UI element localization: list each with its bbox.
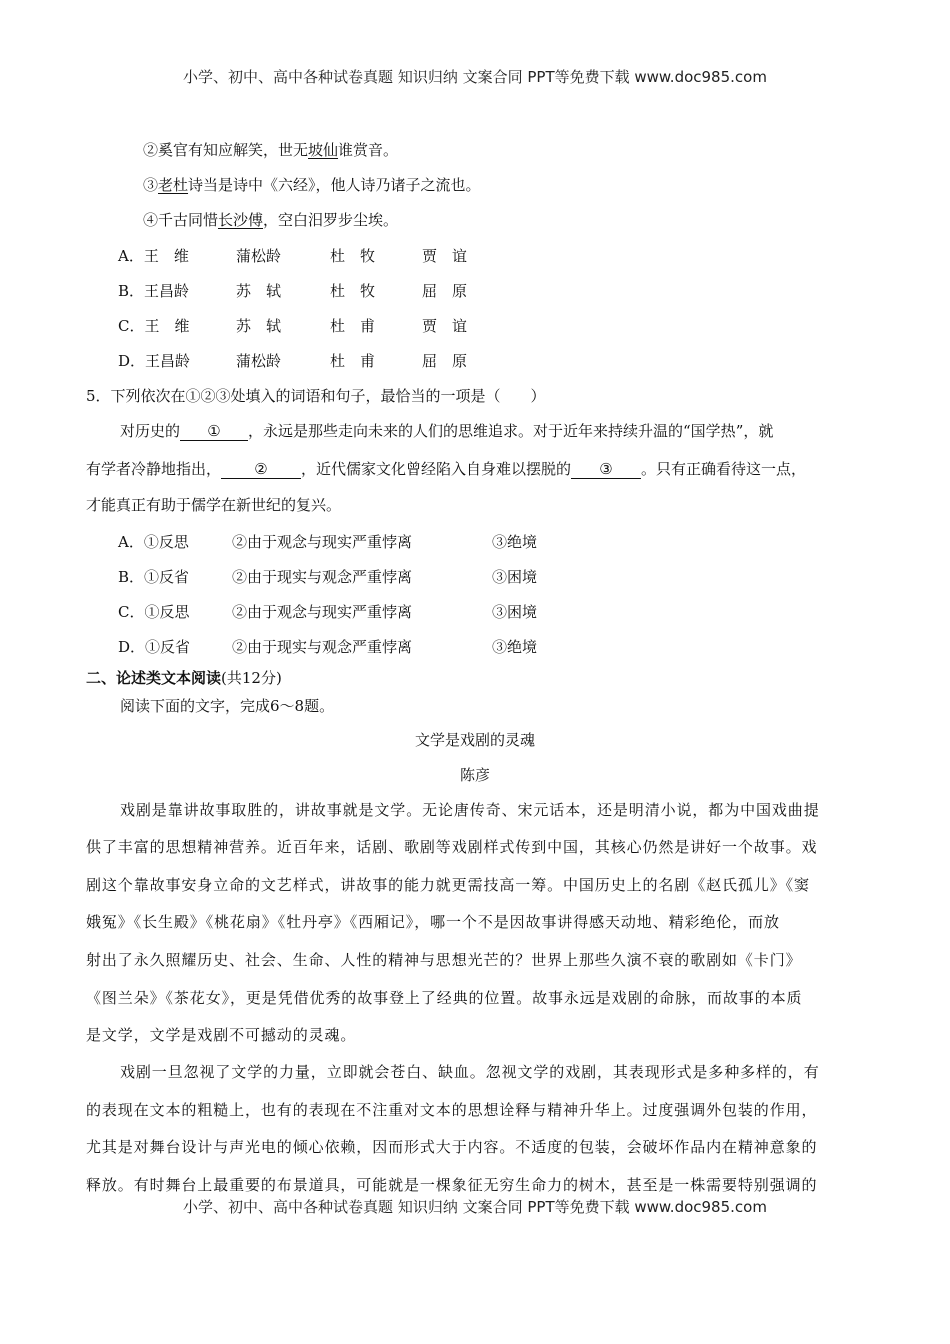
q4-option-b[interactable]	[0, 280, 950, 300]
option-col: ②由于现实与观念严重悖离	[232, 568, 413, 586]
option-col: 贾 谊	[422, 317, 468, 335]
option-label: D．①反省	[118, 638, 191, 656]
q5-option-d[interactable]	[0, 636, 950, 656]
option-col: 杜 甫	[330, 317, 376, 335]
option-col: ③绝境	[492, 638, 538, 656]
option-col: ②由于观念与现实严重悖离	[232, 533, 413, 551]
option-col: 贾 谊	[422, 247, 468, 265]
option-col: 蒲松龄	[236, 247, 282, 265]
option-col: 苏 轼	[236, 282, 282, 300]
q5-stem: 5．下列依次在①②③处填入的词语和句子，最恰当的一项是（ ）	[86, 387, 546, 405]
passage-text: ，近代儒家文化曾经陷入自身难以摆脱的	[301, 460, 572, 478]
quote-line-3	[143, 174, 481, 195]
section-title: 二、论述类文本阅读	[86, 669, 222, 687]
quote-line-4	[143, 209, 398, 230]
passage-text: 。只有正确看待这一点，	[641, 460, 807, 478]
option-label: B．①反省	[118, 568, 190, 586]
quote-text: ②奚官有知应解笑，世无	[143, 141, 309, 159]
quote-underlined: 老杜	[158, 176, 189, 194]
q5-passage-line-1	[120, 420, 773, 441]
section-heading	[86, 667, 282, 688]
option-col: 屈 原	[422, 352, 468, 370]
article-line: 戏剧是靠讲故事取胜的，讲故事就是文学。无论唐传奇、宋元话本，还是明清小说，都为中国戏曲提	[120, 801, 820, 819]
option-col: ②由于现实与观念严重悖离	[232, 638, 413, 656]
passage-text: ，永远是那些走向未来的人们的思维追求。对于近年来持续升温的“国学热”，就	[248, 422, 774, 440]
article-line: 剧这个靠故事安身立命的文艺样式，讲故事的能力就更需技高一筹。中国历史上的名剧《赵氏孤儿》《窦	[86, 876, 810, 894]
article-title: 文学是戏剧的灵魂	[414, 731, 535, 749]
article-line: 射出了永久照耀历史、社会、生命、人性的精神与思想光芒的？世界上那些久演不衰的歌剧如《卡门》	[86, 951, 802, 969]
q4-option-c[interactable]	[0, 315, 950, 335]
article-line: 供了丰富的思想精神营养。近百年来，话剧、歌剧等戏剧样式传到中国，其核心仍然是讲好一个故事。戏	[86, 838, 818, 856]
article-line: 《图兰朵》《茶花女》，更是凭借优秀的故事登上了经典的位置。故事永远是戏剧的命脉，而故事的本质	[86, 989, 803, 1007]
option-col: ③困境	[492, 603, 538, 621]
option-label: B．王昌龄	[118, 282, 190, 300]
option-col: 苏 轼	[236, 317, 282, 335]
passage-text: 有学者冷静地指出，	[86, 460, 222, 478]
q5-option-a[interactable]	[0, 531, 950, 551]
blank-1[interactable]: ①	[180, 423, 248, 441]
page-footer: 小学、初中、高中各种试卷真题 知识归纳 文案合同 PPT等免费下载 www.doc985.com	[183, 1198, 767, 1216]
article-line: 娥冤》《长生殿》《桃花扇》《牡丹亭》《西厢记》，哪一个不是因故事讲得感天动地、精彩绝伦，而放	[86, 913, 780, 931]
option-col: ③困境	[492, 568, 538, 586]
option-label: A．①反思	[118, 533, 189, 551]
quote-text: ④千古同惜	[143, 211, 219, 229]
option-col: 杜 牧	[330, 247, 376, 265]
page-header: 小学、初中、高中各种试卷真题 知识归纳 文案合同 PPT等免费下载 www.doc985.com	[183, 68, 767, 86]
option-label: D．王昌龄	[118, 352, 191, 370]
section-points: (共12分)	[221, 669, 282, 687]
quote-underlined: 长沙傅	[218, 211, 264, 229]
quote-line-2	[143, 139, 398, 160]
quote-text: 诗当是诗中《六经》，他人诗乃诸子之流也。	[188, 176, 481, 194]
option-col: 蒲松龄	[236, 352, 282, 370]
article-line: 的表现在文本的粗糙上，也有的表现在不注重对文本的思想诠释与精神升华上。过度强调外包装的作用，	[86, 1101, 818, 1119]
article-line: 是文学，文学是戏剧不可撼动的灵魂。	[86, 1026, 357, 1044]
q5-option-c[interactable]	[0, 601, 950, 621]
article-line: 戏剧一旦忽视了文学的力量，立即就会苍白、缺血。忽视文学的戏剧，其表现形式是多种多样的，有	[120, 1063, 820, 1081]
q5-passage-line-2	[86, 458, 806, 479]
option-col: 杜 甫	[330, 352, 376, 370]
option-col: 杜 牧	[330, 282, 376, 300]
quote-underlined: 坡仙	[308, 141, 339, 159]
option-label: A．王 维	[118, 247, 189, 265]
q5-passage-line-3: 才能真正有助于儒学在新世纪的复兴。	[86, 496, 342, 514]
quote-text: 谁赏音。	[338, 141, 399, 159]
article-line: 释放。有时舞台上最重要的布景道具，可能就是一棵象征无穷生命力的树木，甚至是一株需要特别强调的	[86, 1176, 818, 1194]
q5-option-b[interactable]	[0, 566, 950, 586]
article-author: 陈彦	[459, 766, 490, 784]
article-line: 尤其是对舞台设计与声光电的倾心依赖，因而形式大于内容。不适度的包装，会破坏作品内在精神意象的	[86, 1138, 818, 1156]
q4-option-d[interactable]	[0, 350, 950, 370]
option-label: C．王 维	[118, 317, 190, 335]
option-label: C．①反思	[118, 603, 190, 621]
section-instruction: 阅读下面的文字，完成6～8题。	[120, 697, 335, 715]
passage-text: 对历史的	[120, 422, 181, 440]
option-col: 屈 原	[422, 282, 468, 300]
quote-text: ③	[143, 176, 159, 194]
q4-option-a[interactable]	[0, 245, 950, 265]
option-col: ③绝境	[492, 533, 538, 551]
blank-3[interactable]: ③	[571, 461, 641, 479]
blank-2[interactable]: ②	[221, 461, 301, 479]
quote-text: ，空白汨罗步尘埃。	[263, 211, 399, 229]
option-col: ②由于观念与现实严重悖离	[232, 603, 413, 621]
